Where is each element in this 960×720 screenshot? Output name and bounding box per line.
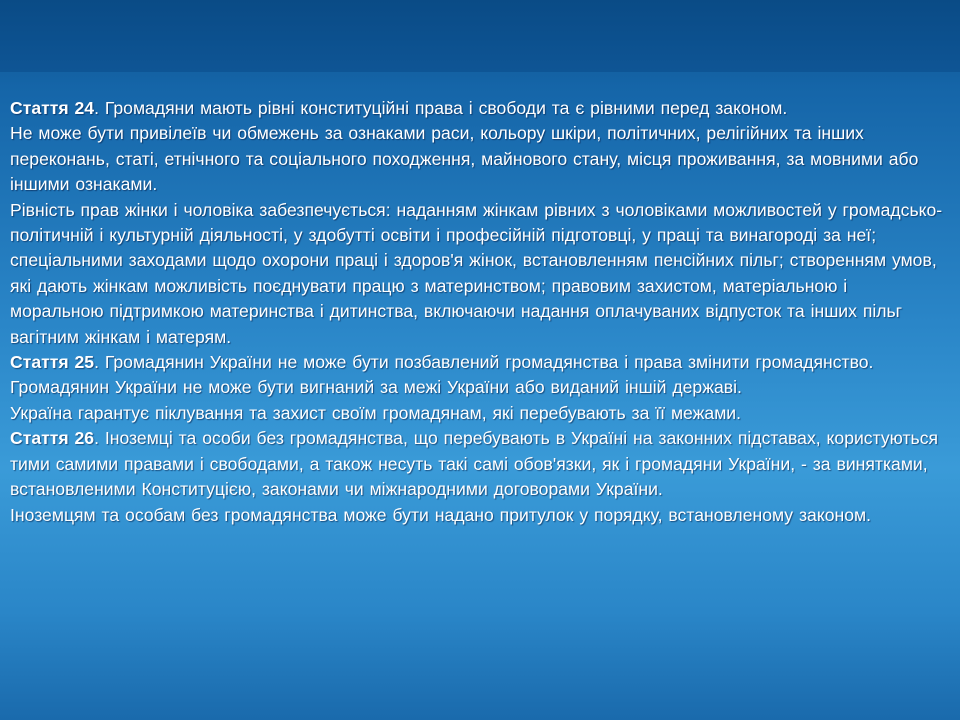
slide-body-text [10,96,945,528]
article-25-paragraph-2: Україна гарантує піклування та захист своїм громадянам, які перебувають за її межами. [10,402,742,423]
article-26-paragraph-1: Іноземцям та особам без громадянства може бути надано притулок у порядку, встановленому законом. [10,504,871,525]
article-26-intro-text: . Іноземці та особи без громадянства, що перебувають в Україні на законних підставах, користуються тими самими правами і свободами, а також несуть такі самі обов'язки, як і громадяни України, - за винятками, встановленими Конституцією, законами чи міжнародними договорами України. [10,428,939,500]
article-25-paragraph-1: Громадянин України не може бути вигнаний за межі України або виданий іншій державі. [10,377,742,398]
article-24-intro-text: . Громадяни мають рівні конституційні права і свободи та є рівними перед законом. [94,98,788,118]
slide-top-band [0,0,960,72]
article-25-label: Стаття 25 [10,352,95,373]
article-26-label: Стаття 26 [10,428,95,449]
article-25-intro-text: . Громадянин України не може бути позбавлений громадянства і права змінити громадянство. [94,352,874,373]
article-25-intro [10,350,945,375]
article-24-paragraph-2: Рівність прав жінки і чоловіка забезпечується: наданням жінкам рівних з чоловіками можливостей у громадсько-політичній і культурній діяльності, у здобутті освіти і професійній підготовці, у праці та винагороді за неї; спеціальними заходами щодо охорони праці і здоров'я жінок, встановленням пенсійних пільг; створенням умов, які дають жінкам можливість поєднувати працю з материнством; правовим захистом, матеріальною і моральною підтримкою материнства і дитинства, включаючи надання оплачуваних відпусток та інших пільг вагітним жінкам і матерям. [10,199,943,347]
article-24-intro [10,96,945,121]
article-24-label: Стаття 24 [10,98,95,118]
article-26-intro [10,426,945,502]
article-24-paragraph-1: Не може бути привілеїв чи обмежень за ознаками раси, кольору шкіри, політичних, релігійних та інших переконань, статі, етнічного та соціального походження, майнового стану, місця проживання, за мовними або іншими ознаками. [10,123,919,195]
